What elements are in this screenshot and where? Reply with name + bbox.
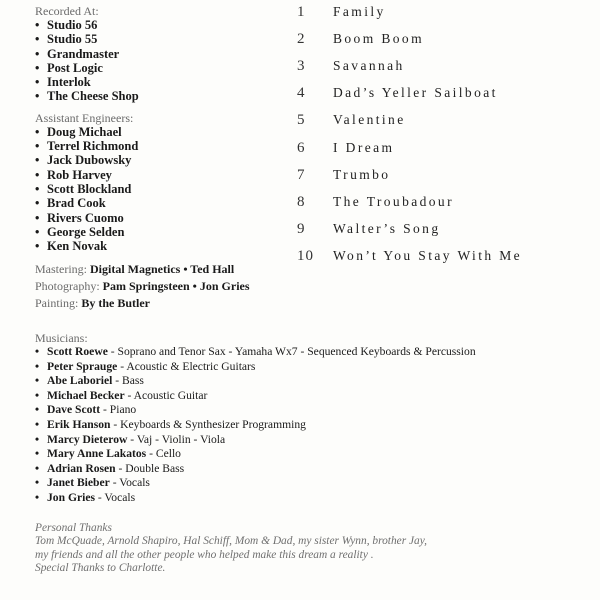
track-row: [297, 31, 597, 58]
recorded-list: [35, 18, 305, 104]
musician-item: [35, 374, 595, 389]
mastering-value: Digital Magnetics • Ted Hall: [90, 262, 235, 277]
list-item-label: George Selden: [47, 224, 125, 239]
track-row: [297, 58, 597, 85]
musician-item: [35, 476, 595, 491]
list-item: [35, 153, 305, 167]
list-item: [35, 168, 305, 182]
photography-label: Photography:: [35, 279, 100, 294]
bullet-icon: •: [35, 89, 40, 104]
photography-value: Pam Springsteen • Jon Gries: [102, 279, 250, 294]
thanks-heading: Personal Thanks: [35, 522, 112, 534]
musician-name: Michael Becker: [47, 388, 125, 402]
musician-name: Jon Gries: [47, 490, 95, 504]
photography-credit: [35, 279, 305, 293]
list-item-label: Grandmaster: [47, 46, 120, 61]
bullet-icon: •: [35, 153, 40, 168]
recorded-heading: Recorded At:: [35, 4, 99, 18]
musician-item: [35, 360, 595, 375]
musician-name: Janet Bieber: [47, 476, 110, 490]
bullet-icon: •: [35, 432, 40, 446]
bullet-icon: •: [35, 417, 40, 431]
track-title: Dad’s Yeller Sailboat: [333, 85, 498, 101]
musician-role: - Acoustic Guitar: [124, 388, 208, 402]
musician-role: - Piano: [100, 403, 137, 417]
painting-value: By the Butler: [81, 296, 151, 311]
track-row: [297, 167, 597, 194]
track-row: [297, 85, 597, 112]
track-number: 5: [297, 112, 306, 129]
bullet-icon: •: [35, 32, 40, 47]
list-item: [35, 182, 305, 196]
list-item-label: Brad Cook: [47, 196, 106, 211]
track-title: I Dream: [333, 139, 395, 155]
bullet-icon: •: [35, 345, 40, 358]
musician-role: - Keyboards & Synthesizer Programming: [110, 417, 306, 431]
musician-name: Dave Scott: [47, 403, 101, 417]
list-item-label: Studio 56: [47, 18, 98, 32]
mastering-credit: [35, 262, 305, 276]
track-row: [297, 4, 597, 31]
special-thanks-line: Special Thanks to Charlotte.: [35, 561, 166, 574]
bullet-icon: •: [35, 181, 40, 196]
musician-item: [35, 345, 595, 360]
bullet-icon: •: [35, 239, 40, 254]
production-credits: [35, 262, 305, 310]
bullet-icon: •: [35, 461, 40, 475]
track-title: Walter’s Song: [333, 220, 441, 236]
bullet-icon: •: [35, 167, 40, 182]
musician-role: - Vocals: [109, 476, 150, 490]
painting-label: Painting:: [35, 296, 79, 311]
musician-name: Mary Anne Lakatos: [47, 447, 147, 461]
track-title: Savannah: [333, 58, 405, 74]
list-item-label: Rob Harvey: [47, 167, 112, 182]
list-item-label: Terrel Richmond: [47, 139, 139, 154]
bullet-icon: •: [35, 388, 40, 402]
musician-role: - Vocals: [94, 490, 136, 504]
list-item-label: Rivers Cuomo: [47, 210, 124, 225]
bullet-icon: •: [35, 403, 40, 417]
thanks-line: Tom McQuade, Arnold Shapiro, Hal Schiff, Mom & Dad, my sister Wynn, brother Jay,: [35, 535, 428, 548]
credits-column: [35, 4, 305, 310]
track-row: [297, 221, 597, 248]
bullet-icon: •: [35, 490, 40, 504]
track-number: 2: [297, 31, 306, 48]
list-item-label: Jack Dubowsky: [47, 153, 132, 168]
painting-credit: [35, 296, 305, 310]
list-item: [35, 225, 305, 239]
track-number: 3: [297, 58, 306, 75]
musician-name: Erik Hanson: [47, 417, 111, 431]
track-title: Trumbo: [333, 166, 391, 182]
bullet-icon: •: [35, 359, 40, 373]
musician-name: Adrian Rosen: [47, 461, 116, 475]
bullet-icon: •: [35, 18, 40, 32]
list-item: [35, 211, 305, 225]
bullet-icon: •: [35, 60, 40, 75]
track-number: 8: [297, 193, 306, 210]
track-number: 9: [297, 220, 306, 237]
list-item: [35, 32, 305, 46]
track-number: 7: [297, 166, 306, 183]
track-number: 4: [297, 85, 306, 102]
musician-item: [35, 433, 595, 448]
musician-role: - Double Bass: [115, 461, 185, 475]
bullet-icon: •: [35, 196, 40, 211]
bullet-icon: •: [35, 75, 40, 90]
list-item: [35, 47, 305, 61]
track-title: Boom Boom: [333, 31, 424, 47]
track-row: [297, 112, 597, 139]
track-row: [297, 140, 597, 167]
list-item-label: Interlok: [47, 75, 91, 90]
thanks-section: [35, 522, 595, 575]
musician-item: [35, 491, 595, 506]
list-item: [35, 89, 305, 103]
track-title: The Troubadour: [333, 193, 454, 209]
bullet-icon: •: [35, 224, 40, 239]
musicians-heading: Musicians:: [35, 331, 88, 345]
bullet-icon: •: [35, 46, 40, 61]
musician-item: [35, 462, 595, 477]
list-item: [35, 75, 305, 89]
list-item: [35, 139, 305, 153]
bullet-icon: •: [35, 139, 40, 154]
bullet-icon: •: [35, 374, 40, 388]
bullet-icon: •: [35, 447, 40, 461]
list-item-label: Doug Michael: [47, 124, 122, 139]
track-title: Won’t You Stay With Me: [333, 247, 523, 263]
assistant-heading: Assistant Engineers:: [35, 110, 134, 125]
musicians-section: [35, 331, 595, 506]
musician-name: Peter Sprauge: [47, 359, 118, 373]
musician-item: [35, 418, 595, 433]
track-row: [297, 194, 597, 221]
list-item: [35, 239, 305, 253]
musician-item: [35, 389, 595, 404]
list-item: [35, 125, 305, 139]
musician-name: Marcy Dieterow: [47, 432, 128, 446]
list-item-label: Studio 55: [47, 32, 98, 47]
list-item: [35, 196, 305, 210]
thanks-line: my friends and all the other people who helped make this dream a reality .: [35, 548, 374, 561]
list-item: [35, 18, 305, 32]
musician-role: - Acoustic & Electric Guitars: [117, 359, 256, 373]
mastering-label: Mastering:: [35, 262, 87, 277]
musicians-list: [35, 345, 595, 506]
track-title: Valentine: [333, 112, 406, 128]
assistant-engineers-list: [35, 125, 305, 254]
musician-role: - Cello: [146, 447, 181, 461]
bullet-icon: •: [35, 124, 40, 139]
track-number: 10: [297, 247, 314, 264]
musician-item: [35, 447, 595, 462]
musician-item: [35, 403, 595, 418]
list-item-label: Post Logic: [47, 60, 103, 75]
musician-name: Abe Laboriel: [47, 374, 113, 388]
bullet-icon: •: [35, 210, 40, 225]
list-item: [35, 61, 305, 75]
bullet-icon: •: [35, 476, 40, 490]
musician-role: - Vaj - Violin - Viola: [127, 432, 226, 446]
track-row: [297, 248, 597, 275]
musician-role: - Soprano and Tenor Sax - Yamaha Wx7 - Sequenced Keyboards & Percussion: [107, 345, 476, 358]
list-item-label: Ken Novak: [47, 239, 108, 254]
track-number: 1: [297, 4, 306, 20]
track-title: Family: [333, 4, 386, 19]
list-item-label: The Cheese Shop: [47, 89, 139, 104]
list-item-label: Scott Blockland: [47, 181, 132, 196]
musician-name: Scott Roewe: [47, 345, 108, 358]
track-number: 6: [297, 139, 306, 156]
musician-role: - Bass: [112, 374, 144, 388]
